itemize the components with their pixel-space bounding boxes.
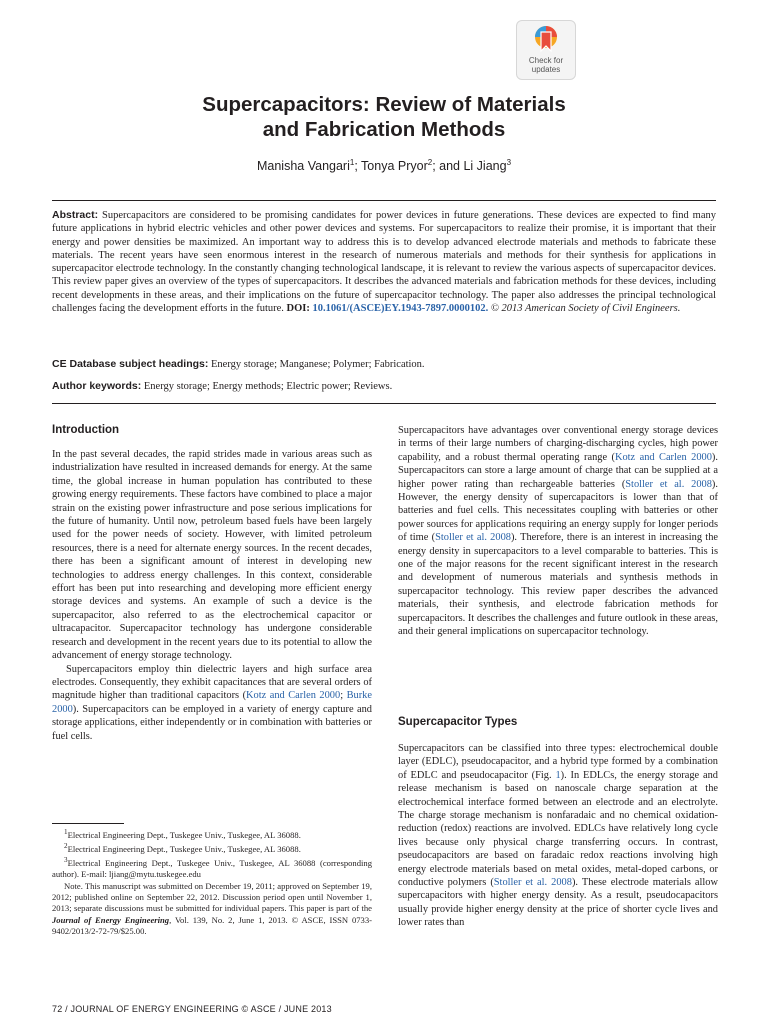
- footnote-2: [52, 841, 372, 855]
- footnote-rule: [52, 823, 124, 824]
- title-line-2: and Fabrication Methods: [262, 118, 506, 141]
- right-p1-text-a: Supercapacitors have advantages over conventional energy storage devices in terms of their large numbers of charging-discharging cycles, high power capability, and a robust thermal operating range (: [398, 425, 718, 463]
- types-paragraph: [398, 742, 718, 930]
- copyright: © 2013 American Society of Civil Engineers.: [490, 303, 681, 315]
- author-list: [100, 158, 668, 173]
- right-paragraph-1: [398, 424, 718, 639]
- right-p1-text-d: ). Therefore, there is an interest in increasing the energy density in supercapacitors to a level comparable to batteries. This is one of the major reasons for the recent significant interest in the research and development of numerous materials and synthesis methods in supercapacitor technology. This review paper describes the advanced materials, their synthesis, and electrode fabrication methods for supercapacitors. It describes the challenges and future outlook in these areas, and their general implications on supercapacitor technology.: [398, 532, 719, 638]
- intro-paragraph-2: [52, 663, 372, 743]
- author-1: Manisha Vangari: [256, 159, 350, 174]
- author-2: ; Tonya Pryor: [354, 159, 428, 174]
- footnote-3-mark: 3: [64, 856, 68, 865]
- footnote-3: [52, 855, 372, 880]
- bookmark-ribbon-icon: [533, 25, 559, 55]
- footnote-1: [52, 827, 372, 841]
- intro-p2-text-a: Supercapacitors employ thin dielectric layers and high surface area electrodes. Consequently, they exhibit capacitances that are several orders of magnitude higher than traditional capacitors (: [52, 663, 372, 702]
- footnote-2-mark: 2: [64, 842, 68, 851]
- paper-title: [100, 92, 668, 142]
- submission-note: [52, 881, 372, 937]
- abstract-label: Abstract:: [52, 209, 99, 221]
- types-text-b: ). In EDLCs, the energy storage and release mechanism is based on nanoscale charge separation at the electrochemical interface formed between an electrode and an electrolyte. The charge storage mechanism is nonfaradaic and no chemical oxidation-reduction (redox) reactions are involved. EDLCs have relatively long cycle lives because only physical charge transferring occurs. In contrast, pseudocapacitors are based on faradaic redox reactions involving high energy electrode materials based on metal oxides, metal-doped carbons, or conductive polymers (: [398, 769, 719, 889]
- ce-headings-text: Energy storage; Manganese; Polymer; Fabrication.: [211, 359, 425, 370]
- author-keywords-text: Energy storage; Energy methods; Electric power; Reviews.: [143, 381, 393, 392]
- intro-p2-text-c: ). Supercapacitors can be employed in a variety of energy capture and storage applications, either independently or in combination with batteries or fuel cells.: [52, 703, 372, 742]
- ce-headings: [52, 358, 716, 371]
- badge-line1: Check for: [528, 56, 564, 65]
- intro-paragraph-1: In the past several decades, the rapid strides made in various areas such as industrialization have resulted in increased demands for energy. At the same time, the global increase in human population has contributed to these growing energy requirements. These factors have combined to place a major strain on the existing power infrastructure and pose serious implications for the future of humanity. Until now, petroleum based fuels have been largely used for the power needs of society. However, with limited petroleum resources, there is a need for alternate energy sources. In the recent decades, there has been a significant amount of interest in developing new technologies to address energy challenges. In this context, considerable effort has been put into researching and developing more efficient energy storage devices and systems. An example of such a device is the supercapacitor, also referred to as the electrochemical capacitor or ultracapacitor. Supercapacitor technology has undergone considerable research and development in the recent years due to its potential to allow the advancement of energy storage technology.: [52, 449, 372, 662]
- author-3-sup: 3: [506, 158, 512, 167]
- right-p1-text-c: ). However, the energy density of supercapacitors is lower than that of batteries and fuel cells. This necessitates coupling with batteries or other power sources for applications requiring an energy supply for longer periods of time (: [398, 478, 718, 544]
- abstract-text: Supercapacitors are considered to be promising candidates for power devices in future generations. These devices are expected to find many future applications in hybrid electric vehicles and other power devices and systems. For supercapacitors to realize their promise, it is important that their energy and power densities be maximized. An important way to address this is to develop advanced electrode materials and methods to fabricate these materials. The recent years have seen enormous interest in the research of numerous materials and methods for their synthesis for applications in supercapacitor electrode technology. In the constantly changing technological landscape, it is relevant to review the various aspects of supercapacitor devices. This review paper gives an overview of the types of supercapacitors. It describes the advanced materials and fabrication methods for these devices, including recent developments in these areas, and their implications on the future of supercapacitor technology. The paper also addresses the principal technological challenges facing the development efforts in the future.: [52, 210, 716, 315]
- types-text-c: ). These electrode materials allow supercapacitors with higher energy density. As a result, pseudocapacitors usually provide higher energy density at the price of shorter cycle lives and lower rates than: [398, 877, 718, 929]
- abstract: [52, 209, 716, 315]
- types-section: [398, 742, 718, 930]
- author-keywords-label: Author keywords:: [52, 380, 142, 392]
- top-rule: [52, 200, 716, 201]
- footnote-3-text: Electrical Engineering Dept., Tuskegee Univ., Tuskegee, AL 36088 (corresponding author). E-mail: ljiang@mytu.tuskegee.edu: [52, 858, 372, 880]
- citation-burke[interactable]: Burke 2000: [52, 690, 372, 715]
- types-text-a: Supercapacitors can be classified into three types: electrochemical double layer (EDLC), pseudocapacitor, and a hybrid type formed by a combination of EDLC and pseudocapacitor (Fig.: [398, 743, 718, 781]
- author-keywords: [52, 380, 716, 393]
- citation-stoller-2[interactable]: Stoller et al. 2008: [435, 532, 511, 544]
- doi-link[interactable]: 10.1061/(ASCE)EY.1943-7897.0000102.: [312, 303, 489, 315]
- page-footer: 72 / JOURNAL OF ENERGY ENGINEERING © ASCE / JUNE 2013: [52, 1004, 332, 1014]
- note-text-b: , Vol. 139, No. 2, June 1, 2013. © ASCE, ISSN 0733-9402/2013/2-72-79/$25.00.: [52, 914, 372, 936]
- introduction-heading: Introduction: [52, 424, 120, 436]
- keywords-rule: [52, 403, 716, 404]
- citation-stoller-3[interactable]: Stoller et al. 2008: [493, 877, 572, 889]
- figure-1-link[interactable]: 1: [555, 769, 561, 781]
- author-3: ; and Li Jiang: [432, 159, 507, 174]
- footnotes: [52, 827, 372, 937]
- left-column: [52, 448, 372, 743]
- right-p1-text-b: ). Supercapacitors can store a large amount of charge that can be supplied at a higher power rating than rechargeable batteries (: [398, 451, 718, 490]
- check-for-updates-badge[interactable]: [516, 20, 576, 80]
- author-2-sup: 2: [427, 158, 433, 167]
- intro-p2-sep: ;: [340, 690, 347, 702]
- journal-name: Journal of Energy Engineering: [52, 914, 170, 925]
- citation-kotz-carlen-2[interactable]: Kotz and Carlen 2000: [614, 451, 712, 463]
- citation-stoller-1[interactable]: Stoller et al. 2008: [625, 478, 712, 490]
- author-1-sup: 1: [349, 158, 355, 167]
- footnote-1-mark: 1: [64, 828, 68, 836]
- badge-line2: updates: [531, 65, 561, 74]
- note-text-a: Note. This manuscript was submitted on December 19, 2011; approved on September 19, 2012; published online on September 22, 2012. Discussion period open until November 1, 2013; separate discussions must be submitted for individual papers. This paper is part of the: [52, 880, 372, 914]
- footnote-1-text: Electrical Engineering Dept., Tuskegee Univ., Tuskegee, AL 36088.: [67, 829, 301, 840]
- right-column: [398, 424, 718, 639]
- doi-label: DOI:: [286, 303, 310, 315]
- title-line-1: Supercapacitors: Review of Materials: [202, 93, 566, 116]
- supercapacitor-types-heading: Supercapacitor Types: [398, 716, 518, 728]
- ce-headings-label: CE Database subject headings:: [52, 358, 209, 370]
- citation-kotz-carlen[interactable]: Kotz and Carlen 2000: [246, 690, 341, 702]
- footnote-2-text: Electrical Engineering Dept., Tuskegee Univ., Tuskegee, AL 36088.: [67, 844, 301, 855]
